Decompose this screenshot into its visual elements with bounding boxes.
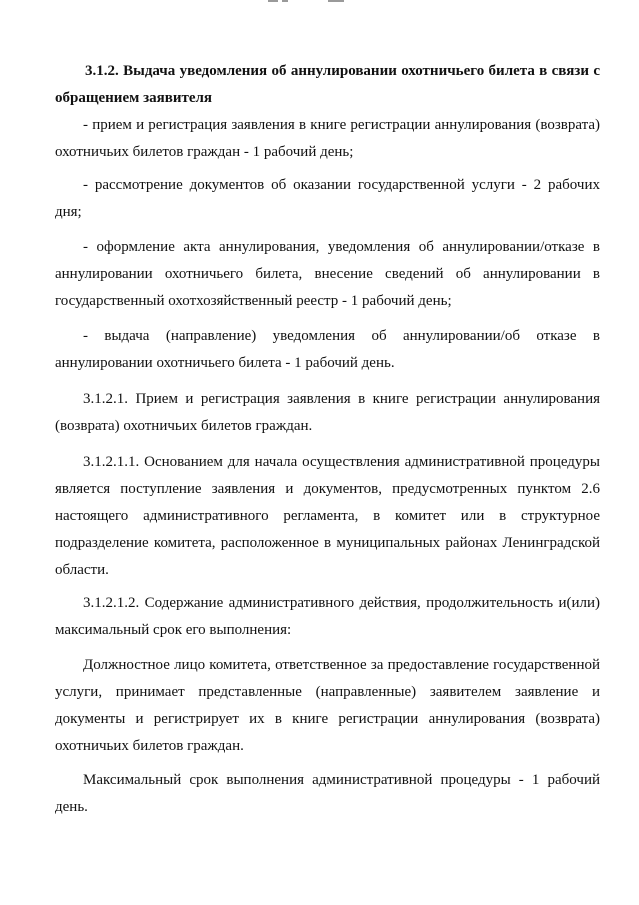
subsection-3-1-2-1-1: 3.1.2.1.1. Основанием для начала осуществления административной процедуры является поступление заявления и документов, предусмотренных пунктом 2.6 настоящего административного регламента, в комитет или в структурное подразделение комитета, расположенное в муниципальных районах Ленинградской области. (55, 454, 600, 578)
page-edge-mark (268, 0, 368, 6)
max-duration-paragraph: Максимальный срок выполнения административной процедуры - 1 рабочий день. (55, 772, 600, 815)
official-duties-paragraph: Должностное лицо комитета, ответственное за предоставление государственной услуги, принимает представленные (направленные) заявителем заявление и документы и регистрирует их в книге регистрации аннулирования (возврата) охотничьих билетов граждан. (55, 657, 600, 754)
list-item-review: - рассмотрение документов об оказании государственной услуги - 2 рабочих дня; (55, 177, 600, 220)
list-item-annulment-act: - оформление акта аннулирования, уведомления об аннулировании/отказе в аннулировании охотничьего билета, внесение сведений об аннулировании в государственный охотхозяйственный реестр - 1 рабочий день; (55, 239, 600, 309)
subsection-3-1-2-1: 3.1.2.1. Прием и регистрация заявления в книге регистрации аннулирования (возврата) охотничьих билетов граждан. (55, 391, 600, 434)
section-heading: 3.1.2. Выдача уведомления об аннулировании охотничьего билета в связи с обращением заявителя (55, 63, 600, 106)
list-item-issue-notice: - выдача (направление) уведомления об аннулировании/об отказе в аннулировании охотничьего билета - 1 рабочий день. (55, 328, 600, 371)
subsection-3-1-2-1-2: 3.1.2.1.2. Содержание административного действия, продолжительность и(или) максимальный срок его выполнения: (55, 595, 600, 638)
list-item-registration: - прием и регистрация заявления в книге регистрации аннулирования (возврата) охотничьих билетов граждан - 1 рабочий день; (55, 117, 600, 160)
